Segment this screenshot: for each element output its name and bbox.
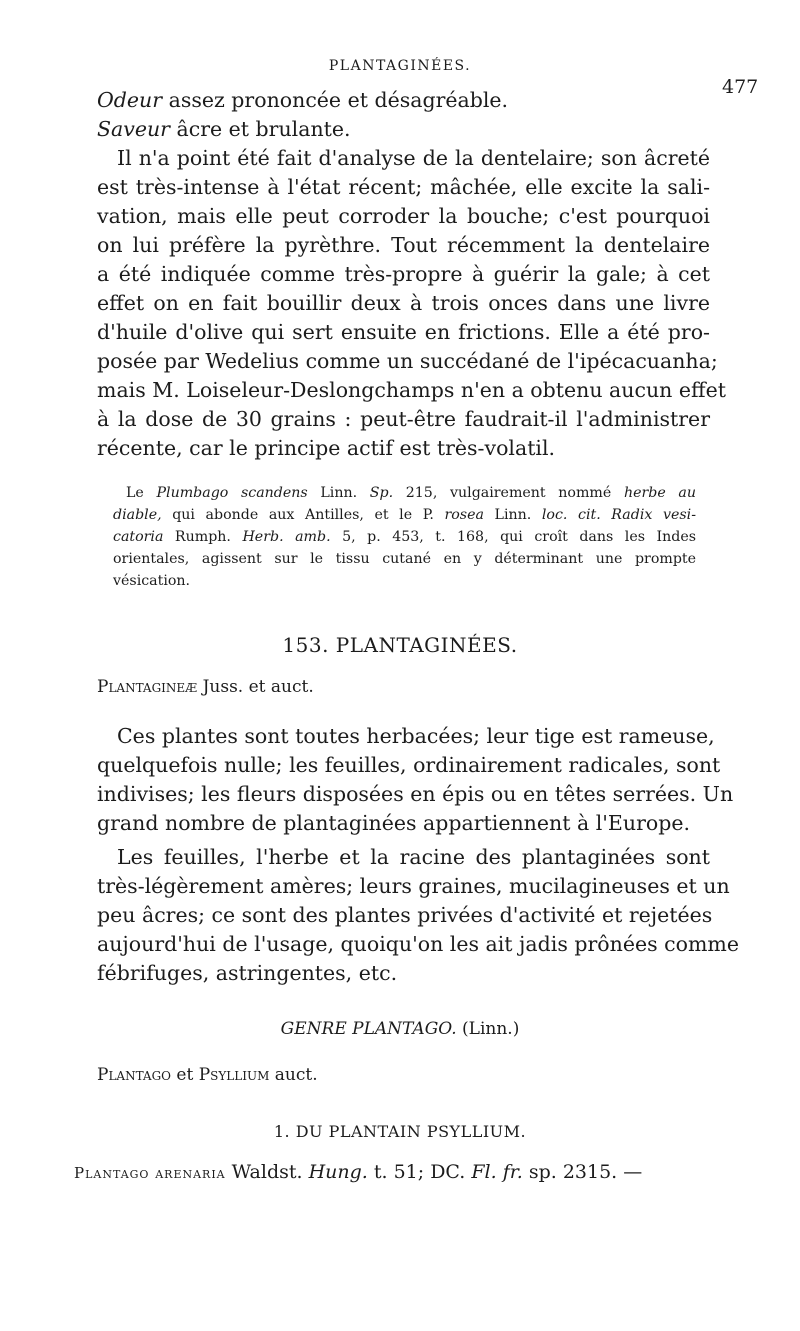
text-line: on lui préfère la pyrèthre. Tout récemment la dentelaire [97, 233, 710, 257]
note-italic: Herb. amb. [242, 529, 331, 545]
text-line: a été indiquée comme très-propre à guérir la gale; à cet [97, 262, 710, 286]
note-line: orientales, agissent sur le tissu cutané en y déterminant une prompte [113, 551, 696, 567]
text-line: Il n'a point été fait d'analyse de la dentelaire; son âcreté [117, 146, 710, 170]
text-line: Les feuilles, l'herbe et la racine des plantaginées sont [117, 845, 710, 869]
note-text: 5, p. 453, t. 168, qui croît dans les Indes [330, 529, 697, 545]
note-italic: herbe au [623, 485, 697, 501]
species-ref-name: Plantago arenaria [74, 1164, 226, 1182]
note-italic: rosea [444, 507, 484, 523]
section-title: 153. PLANTAGINÉES. [282, 633, 518, 657]
note-text: qui abonde aux Antilles, et le P. [161, 507, 445, 523]
text-line: grand nombre de plantaginées appartiennent à l'Europe. [97, 811, 690, 835]
note-text: Rumph. [163, 529, 243, 545]
species-title: 1. DU PLANTAIN PSYLLIUM. [273, 1122, 527, 1141]
species-ref-text: sp. 2315. — [522, 1161, 643, 1183]
note-text: Linn. [483, 507, 542, 523]
note-italic: Sp. [369, 485, 394, 501]
saveur-text: âcre et brulante. [169, 117, 351, 141]
text-line: récente, car le principe actif est très-volatil. [97, 436, 556, 460]
note-italic: Plumbago scandens [156, 485, 308, 501]
species-ref-italic: Fl. fr. [471, 1161, 523, 1183]
species-ref-italic: Hung. [308, 1161, 368, 1183]
genus-syn-name: Plantago [97, 1065, 172, 1085]
genus-title: GENRE PLANTAGO. [280, 1019, 457, 1039]
note-italic: diable, [113, 507, 162, 523]
text-line: très-légèrement amères; leurs graines, mucilagineuses et un [97, 874, 730, 898]
text-line: effet on en fait bouillir deux à trois onces dans une livre [97, 291, 710, 315]
note-text: 215, vulgairement nommé [393, 485, 624, 501]
page-number: 477 [722, 76, 759, 98]
genus-syn-name: Psyllium [198, 1065, 270, 1085]
odeur-line [97, 86, 710, 114]
genus-heading [0, 1019, 800, 1039]
note-line [126, 483, 696, 503]
text-line: peu âcres; ce sont des plantes privées d'activité et rejetées [97, 903, 713, 927]
text-line: posée par Wedelius comme un succédané de l'ipécacuanha; [97, 349, 718, 373]
note-line [113, 505, 696, 525]
text-line: Ces plantes sont toutes herbacées; leur tige est rameuse, [117, 724, 715, 748]
odeur-text: assez prononcée et désagréable. [162, 88, 509, 112]
text-line: aujourd'hui de l'usage, quoiqu'on les ait jadis prônées comme [97, 932, 739, 956]
saveur-line [97, 115, 710, 143]
section-synonym [97, 677, 314, 697]
synonym-rest: Juss. et auct. [197, 677, 314, 697]
genus-syn-text: auct. [269, 1065, 318, 1085]
text-line: mais M. Loiseleur-Deslongchamps n'en a obtenu aucun effet [97, 378, 726, 402]
note-italic: catoria [113, 529, 164, 545]
text-line: est très-intense à l'état récent; mâchée, elle excite la sali- [97, 175, 710, 199]
genus-syn-text: et [171, 1065, 199, 1085]
text-line: indivises; les fleurs disposées en épis ou en têtes serrées. Un [97, 782, 734, 806]
species-reference [74, 1161, 642, 1183]
note-italic: loc. cit. Radix vesi- [541, 507, 697, 523]
species-ref-text: Waldst. [225, 1161, 309, 1183]
text-line: quelquefois nulle; les feuilles, ordinairement radicales, sont [97, 753, 721, 777]
running-head: PLANTAGINÉES. [328, 58, 472, 74]
note-text: Le [126, 485, 157, 501]
synonym-name: Plantagineæ [97, 677, 198, 697]
text-line: à la dose de 30 grains : peut-être faudrait-il l'administrer [97, 407, 710, 431]
odeur-label: Odeur [97, 88, 163, 112]
note-line: vésication. [113, 573, 191, 589]
note-text: Linn. [307, 485, 370, 501]
text-line: vation, mais elle peut corroder la bouche; c'est pourquoi [97, 204, 710, 228]
species-ref-text: t. 51; DC. [367, 1161, 472, 1183]
text-line: d'huile d'olive qui sert ensuite en frictions. Elle a été pro- [97, 320, 710, 344]
genus-authority: (Linn.) [456, 1019, 520, 1039]
note-line [113, 527, 696, 547]
genus-synonyms [97, 1065, 318, 1085]
saveur-label: Saveur [97, 117, 170, 141]
text-line: fébrifuges, astringentes, etc. [97, 961, 398, 985]
